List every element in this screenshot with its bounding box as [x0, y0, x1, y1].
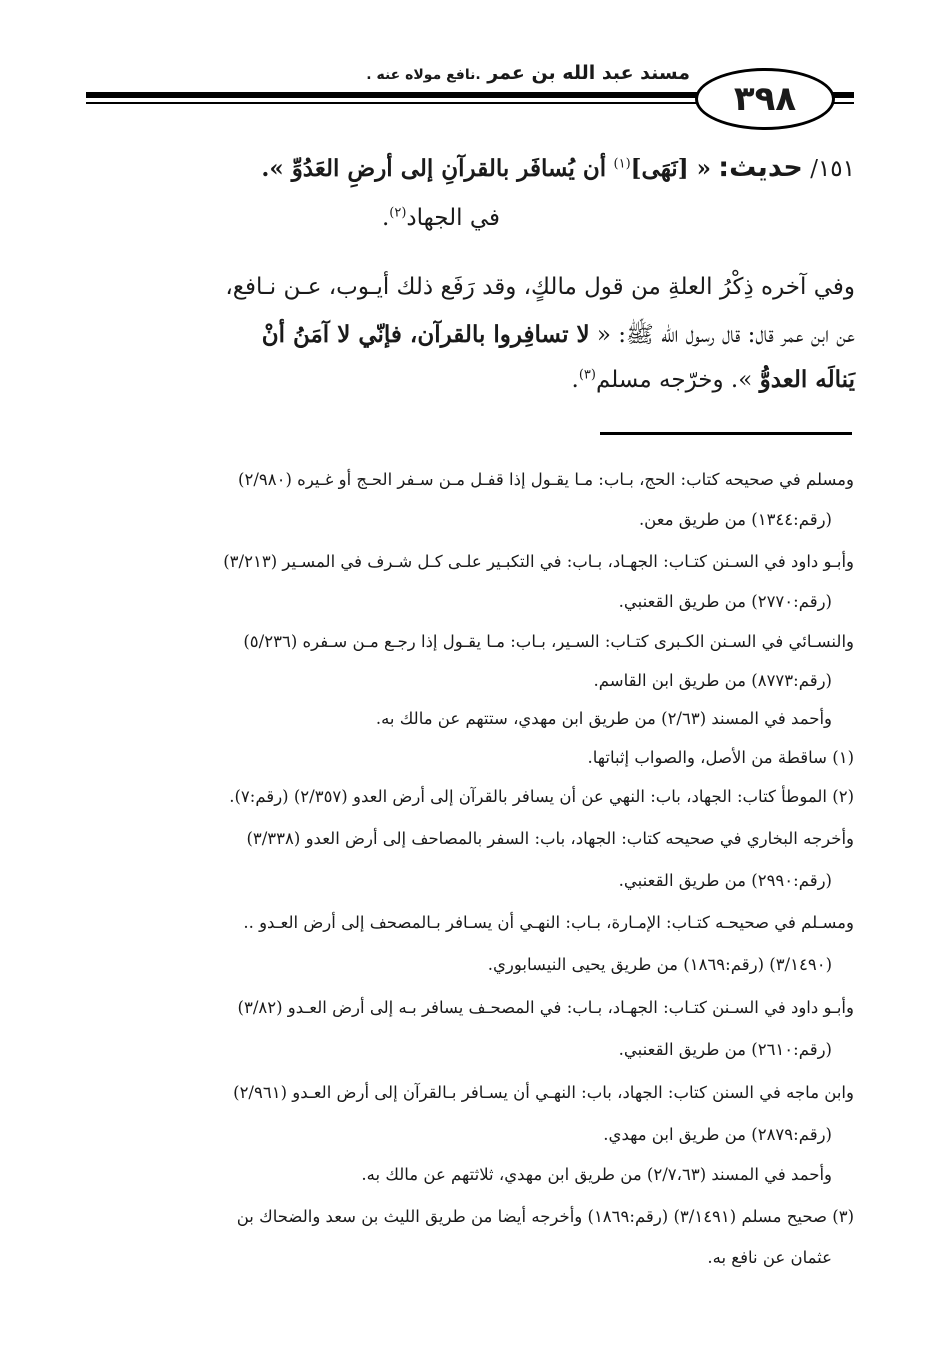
footnote-2: (٢) الموطأ كتاب: الجهاد، باب: النهي عن أن يسافر بالقرآن إلى أرض العدو (٢/٣٥٧) (رقم:٧).: [229, 787, 854, 806]
paragraph-line-3: [572, 366, 855, 393]
chapter-line: [382, 205, 500, 231]
paragraph-line-1-text: وفي آخره ذِكْرُ العلةِ من قول مالكٍ، وقد رَفَع ذلك أيـوب، عـن نـافع،: [225, 274, 855, 300]
running-subtitle: .نافع مولاه عنه .: [366, 67, 481, 83]
hadith-text: « [نَهَى]: [630, 155, 711, 182]
chapter-footnote-ref-2: (٢): [389, 205, 407, 221]
paragraph-line-2-quote: لا تسافِروا بالقرآن، فإنّي لا آمَنُ أنْ: [261, 321, 590, 348]
footnote-line: ومسلم في صحيحه كتاب: الحج، بـاب: مـا يقـول إذا قفـل مـن سـفر الحـج أو غـيره (٢/٩٨٠): [238, 470, 854, 489]
footnote-line: (٣/١٤٩٠) (رقم:١٨٦٩) من طريق يحيى النيسابوري.: [487, 955, 832, 974]
page-number: ٣٩٨: [733, 79, 797, 119]
footnote-line: وأحمد في المسند (٢/٦٣) من طريق ابن مهدي، ستتهم عن مالك به.: [375, 709, 832, 728]
paragraph-footnote-ref-3: (٣): [578, 367, 596, 383]
running-header: [90, 62, 690, 84]
footnote-line: (رقم:٢٩٩٠) من طريق القعنبي.: [618, 871, 832, 890]
footnote-line: وأخرجه البخاري في صحيحه كتاب: الجهاد، باب: السفر بالمصاحف إلى أرض العدو (٣/٣٣٨): [246, 829, 854, 848]
footnote-1: (١) ساقطة من الأصل، والصواب إثباتها.: [587, 748, 854, 767]
paragraph-line-1: [225, 274, 855, 300]
hadith-label: حديث:: [718, 152, 803, 183]
footnote-divider: [600, 432, 852, 435]
paragraph-line-3-quote: يَنالَه العدوُّ: [759, 366, 855, 393]
footnote-line: وأبـو داود في السـنن كتـاب: الجهـاد، بـاب: في التكبـير علـى كـل شـرف في المسـير (٣/٢١٣): [223, 552, 854, 571]
chapter-end: .: [381, 205, 390, 231]
footnote-line: (رقم:٢٦١٠) من طريق القعنبي.: [618, 1040, 832, 1059]
footnote-line: ومسـلم في صحيحـه كتـاب: الإمـارة، بـاب: النهـي أن يسـافر بـالمصحف إلى أرض العـدو ..: [243, 913, 854, 932]
running-title: مسند عبد الله بن عمر: [487, 62, 690, 84]
paragraph-end: .: [571, 367, 579, 393]
hadith-heading: [261, 152, 855, 183]
footnote-line: (رقم:٢٧٧٠) من طريق القعنبي.: [618, 592, 832, 611]
page-number-oval: [695, 68, 835, 130]
footnote-3: (٣) صحيح مسلم (٣/١٤٩١) (رقم:١٨٦٩) وأخرجه أيضا من طريق الليث بن سعد والضحاك بن: [236, 1207, 854, 1226]
hadith-number: ١٥١/: [810, 156, 855, 182]
paragraph-line-2: [262, 320, 855, 354]
footnote-line: والنسـائي في السـنن الكـبرى كتـاب: السـير، بـاب: مـا يقـول إذا رجـع مـن سـفره (٥/٢٣٦): [243, 632, 854, 651]
hadith-footnote-ref-1: (١): [613, 156, 631, 172]
footnote-line: عثمان عن نافع به.: [707, 1248, 832, 1267]
paragraph-line-2-plain: عن ابن عمر قال: قال رسول الله ﷺ: «: [596, 322, 855, 348]
footnote-line: وأحمد في المسند (٢/٧،٦٣) من طريق ابن مهدي، ثلاثتهم عن مالك به.: [361, 1165, 832, 1184]
footnote-line: (رقم:٨٧٧٣) من طريق ابن القاسم.: [593, 671, 832, 690]
chapter-text: في الجهاد: [406, 205, 500, 231]
footnote-line: وأبـو داود في السـنن كتـاب: الجهـاد، بـاب: في المصحـف يسافر بـه إلى أرض العـدو (٣/٨٢): [237, 998, 854, 1017]
paragraph-line-3-plain: ». وخرّجه مسلم: [595, 367, 753, 393]
footnote-line: (رقم:٢٨٧٩) من طريق ابن مهدي.: [603, 1125, 832, 1144]
footnote-line: (رقم:١٣٤٤) من طريق معن.: [638, 510, 832, 529]
footnote-line: وابن ماجه في السنن كتاب: الجهاد، باب: النهـي أن يسـافر بـالقرآن إلى أرض العـدو (٢/٩٦١): [233, 1083, 854, 1102]
hadith-text-cont: أن يُسافَر بالقرآنِ إلى أرضِ العَدُوِّ ».: [261, 155, 607, 182]
